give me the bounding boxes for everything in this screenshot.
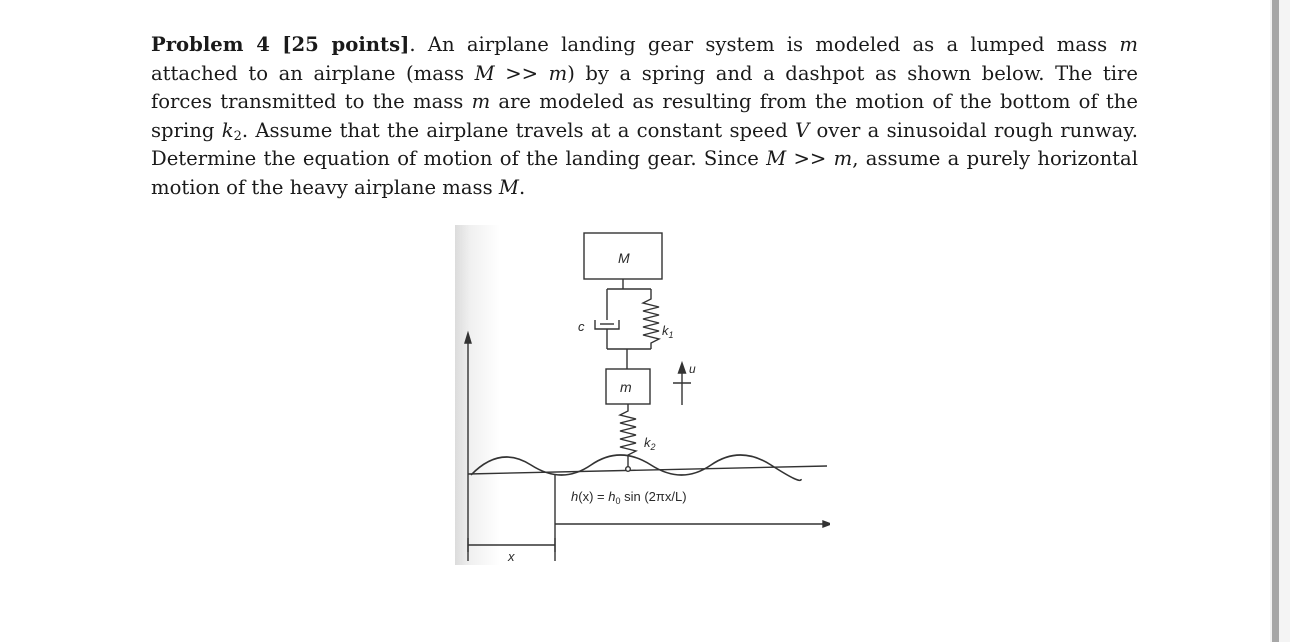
problem-points: [25 points] [282,33,410,56]
problem-line-5: Determine the equation of motion of the landing gear. Since M >> m, assume a purely horizontal [151,147,1139,171]
landing-gear-figure [455,225,830,565]
problem-line-1: Problem 4 [25 points]. An airplane landing gear system is modeled as a lumped mass m [151,33,1138,56]
spring-lower-label: $k_2$ [644,435,656,452]
spring-upper-label: $k_1$ [662,323,674,340]
problem-line-2: attached to an airplane (mass M >> m) by a spring and a dashpot as shown below. The tire [151,61,1139,85]
scrollbar[interactable] [1272,0,1279,642]
problem-text [151,31,1138,203]
displacement-label: u [689,362,696,376]
problem-line-6: motion of the heavy airplane mass M. [151,175,526,199]
mass-small-label: m [620,379,632,395]
road-equation: $h(x) = h_0$ sin (2πx/L) [571,489,687,506]
problem-heading: Problem 4 [151,33,270,56]
damper-label: c [578,319,585,334]
problem-line-3: forces transmitted to the mass m are modeled as resulting from the motion of the bottom of the [151,90,1139,114]
mass-large-label: M [618,250,630,266]
tire-contact-point [626,467,631,472]
landing-gear-diagram [455,225,830,565]
x-label: x [508,549,515,564]
problem-line-4: spring $k_2$. Assume that the airplane travels at a constant speed V over a sinusoidal rough runway. [151,118,1138,144]
